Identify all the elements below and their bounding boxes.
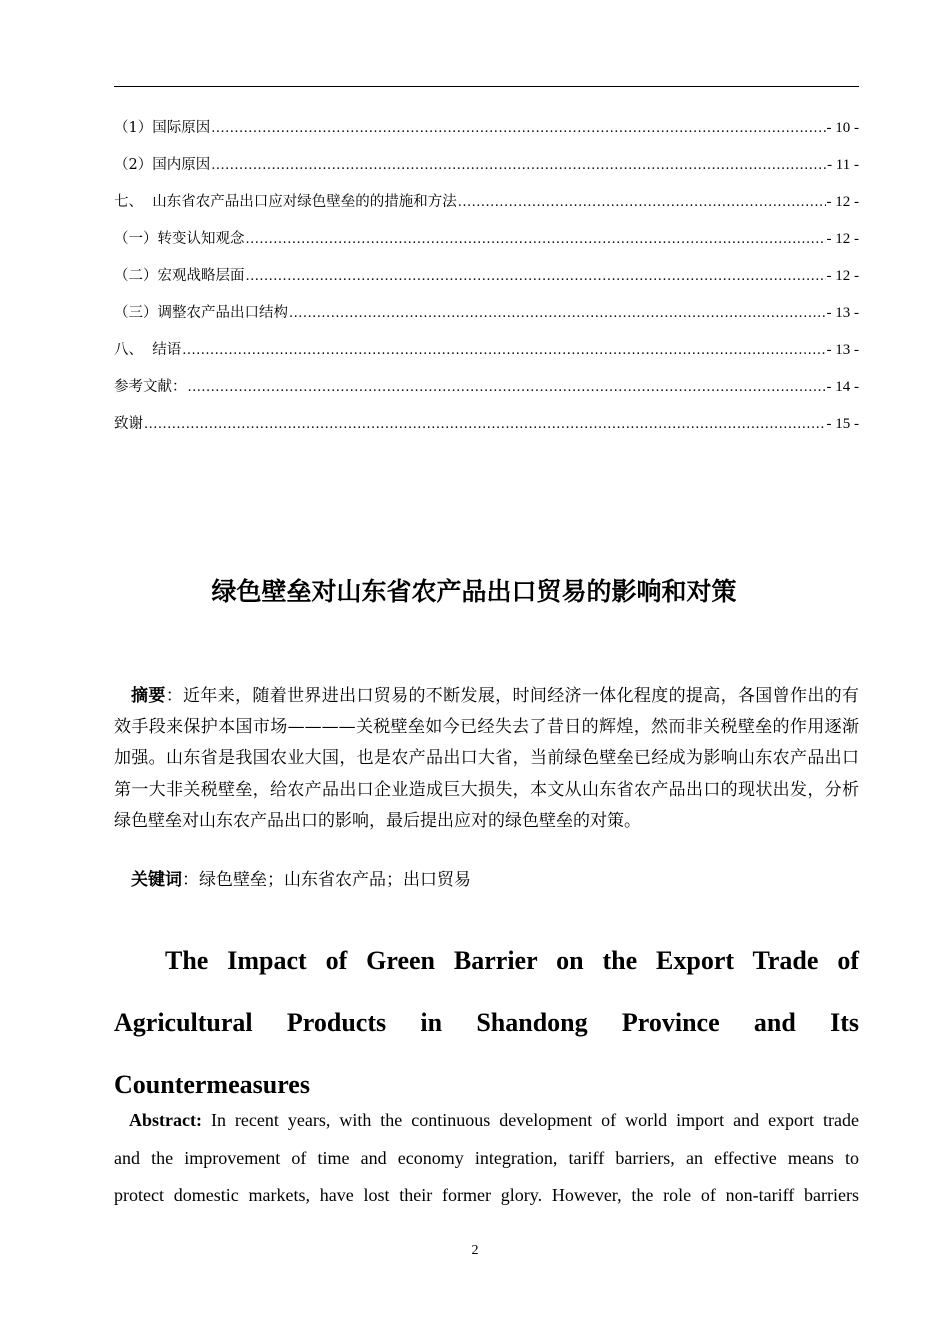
toc-entry-label: （二）宏观战略层面 (114, 268, 245, 284)
toc-dot-leader (246, 266, 826, 288)
english-abstract-line: protect domestic markets, have lost their former glory. However, the role of non-tariff barriers (114, 1185, 859, 1205)
toc-entry-page: - 11 - (827, 157, 859, 173)
toc-dot-leader (144, 414, 826, 436)
toc-entry[interactable] (114, 191, 859, 228)
english-abstract-line (114, 1102, 859, 1140)
toc-entry-label: （三）调整农产品出口结构 (114, 305, 288, 321)
keywords-label: 关键词 (131, 870, 182, 890)
toc-dot-leader (458, 192, 826, 214)
keywords-text: ：绿色壁垒；山东省农产品；出口贸易 (182, 870, 471, 890)
toc-dot-leader (211, 155, 826, 177)
toc-entry-page: - 12 - (826, 194, 859, 210)
toc-entry[interactable] (114, 339, 859, 376)
toc-entry-page: - 13 - (826, 342, 859, 358)
english-title (114, 930, 859, 1116)
english-abstract-label: Abstract: (129, 1110, 202, 1130)
chinese-title: 绿色壁垒对山东省农产品出口贸易的影响和对策 (211, 577, 737, 606)
toc-entry-label: （2）国内原因 (114, 157, 211, 173)
toc-entry-label: （一）转变认知观念 (114, 231, 245, 247)
toc-entry[interactable] (114, 302, 859, 339)
toc-entry-page: - 15 - (826, 416, 859, 432)
english-abstract-line: and the improvement of time and economy integration, tariff barriers, an effective means to (114, 1147, 859, 1168)
toc-entry-page: - 12 - (826, 268, 859, 284)
english-title-line (114, 930, 859, 992)
toc-entry-label: 参考文献： (114, 379, 187, 395)
toc-entry-page: - 12 - (826, 231, 859, 247)
header-rule (114, 86, 859, 87)
toc-dot-leader (289, 303, 826, 325)
toc-entry[interactable] (114, 154, 859, 191)
chinese-abstract-paragraph (114, 681, 859, 837)
english-title-line-text: The Impact of Green Barrier on the Export Trade of (165, 946, 859, 975)
chinese-abstract-text: ：近年来，随着世界进出口贸易的不断发展，时间经济一体化程度的提高，各国曾作出的有效手段来保护本国市场————关税壁垒如今已经失去了昔日的辉煌，然而非关税壁垒的作用逐渐加强。山东省是我国农业大国，也是农产品出口大省，当前绿色壁垒已经成为影响山东农产品出口第一大非关税壁垒，给农产品出口企业造成巨大损失，本文从山东省农产品出口的现状出发，分析绿色壁垒对山东农产品出口的影响，最后提出应对的绿色壁垒的对策。 (114, 686, 860, 831)
toc-entry[interactable] (114, 265, 859, 302)
page-number: 2 (471, 1243, 479, 1258)
toc-entry-page: - 14 - (826, 379, 859, 395)
toc-entry-label: （1）国际原因 (114, 120, 211, 136)
chinese-abstract-label: 摘要 (131, 686, 166, 706)
toc-entry[interactable] (114, 228, 859, 265)
toc-entry[interactable] (114, 376, 859, 413)
toc-dot-leader (188, 377, 826, 399)
chinese-keywords (131, 866, 471, 894)
chinese-abstract (114, 681, 859, 837)
toc-entry-label: 致谢 (114, 416, 143, 432)
table-of-contents (114, 117, 859, 450)
english-abstract (114, 1102, 859, 1215)
toc-entry[interactable] (114, 413, 859, 450)
toc-dot-leader (182, 340, 825, 362)
toc-entry-label: 七、 山东省农产品出口应对绿色壁垒的的措施和方法 (114, 194, 457, 210)
toc-entry-page: - 10 - (826, 120, 859, 136)
toc-dot-leader (246, 229, 826, 251)
toc-entry-label: 八、 结语 (114, 342, 182, 358)
english-title-line: Countermeasures (114, 1070, 310, 1099)
toc-entry-page: - 13 - (826, 305, 859, 321)
toc-entry[interactable] (114, 117, 859, 154)
english-abstract-line-text: In recent years, with the continuous development of world import and export trade (201, 1110, 859, 1130)
toc-dot-leader (211, 118, 825, 140)
english-title-line: Agricultural Products in Shandong Province and Its (114, 1008, 859, 1037)
